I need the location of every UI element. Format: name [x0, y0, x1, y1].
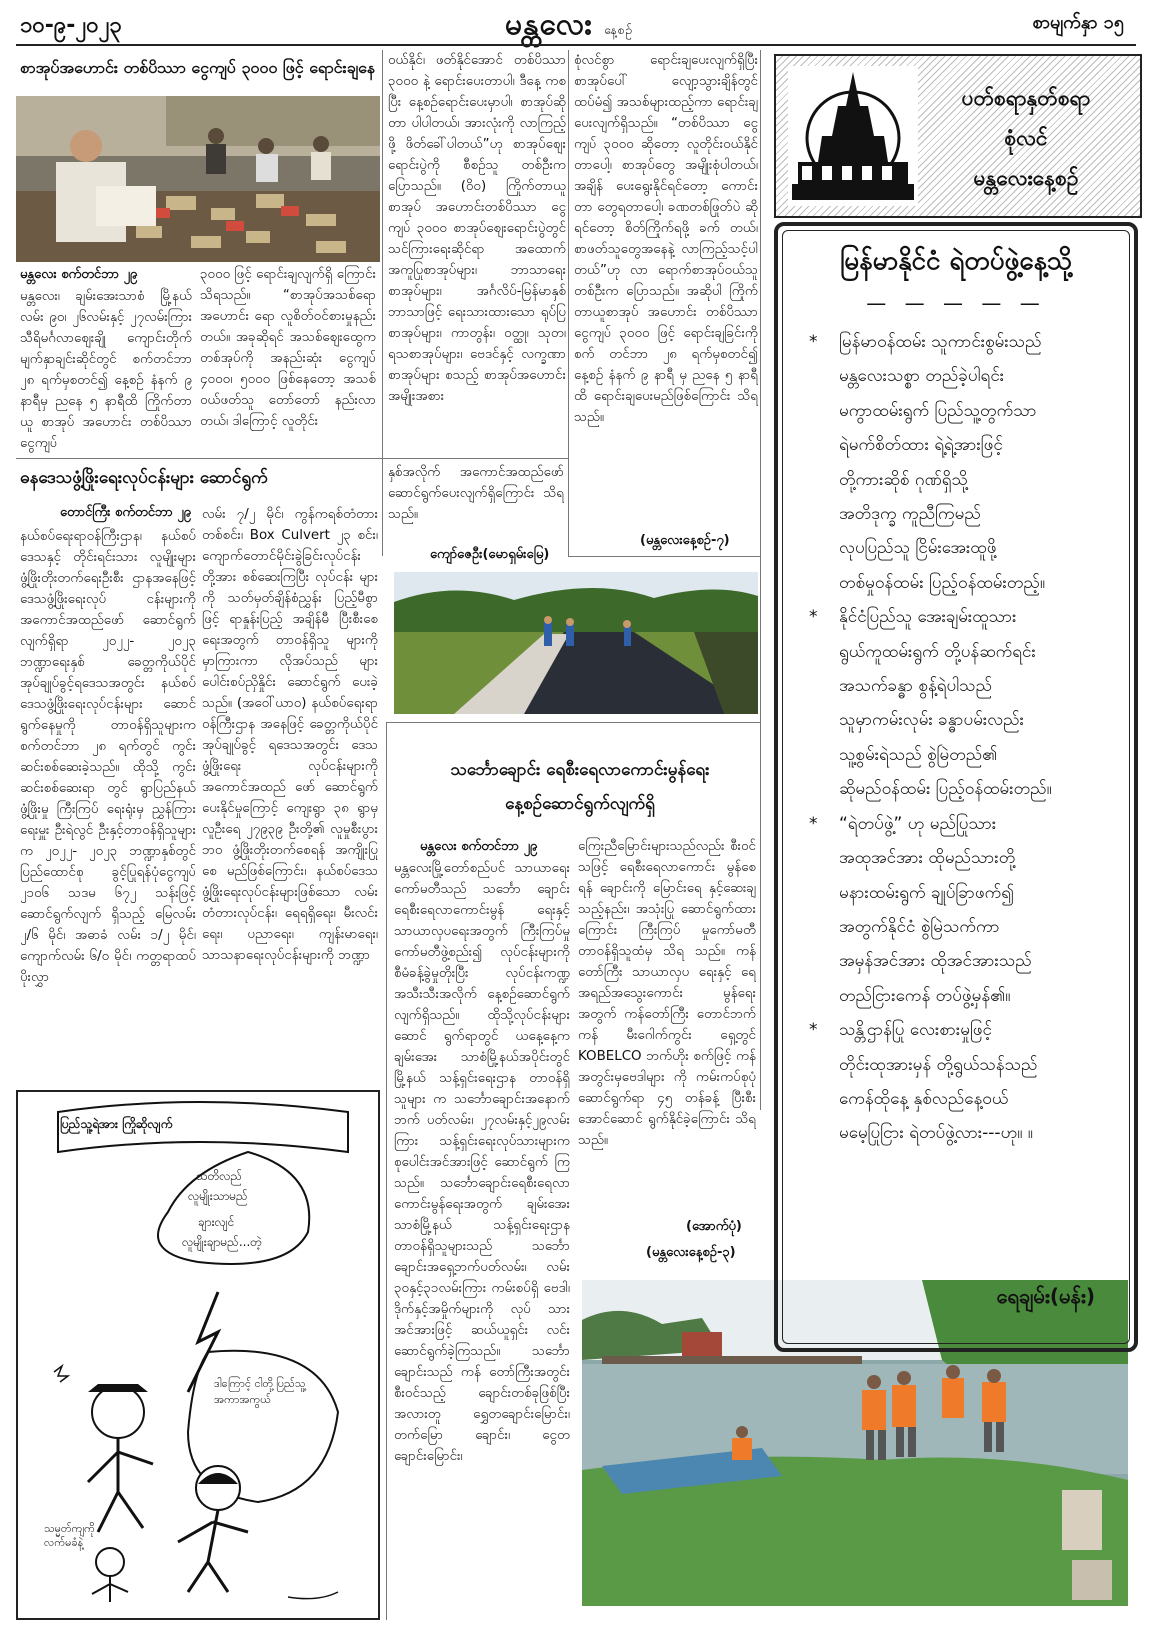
page-number: စာမျက်နှာ ၁၅: [1032, 12, 1124, 33]
poem-line: [809, 428, 1111, 462]
poem-line: [809, 703, 1111, 737]
poem-line: [809, 1013, 1111, 1047]
road-construction-photo: [394, 572, 758, 714]
poem-bullet: *: [809, 332, 818, 352]
cartoon-caption: ပြည်သူ့ရဲအား ကြိုဆိုလျက်: [60, 1117, 173, 1131]
header-rule: [16, 44, 1136, 46]
poem-line: [809, 807, 1111, 841]
poem-line: [809, 325, 1111, 359]
article2-byline: တောင်ကြီး စက်တင်ဘာ ၂၉: [60, 505, 191, 520]
poem-line-text: နိုင်ငံပြည်သူ အေးချမ်းထူသား: [839, 607, 1017, 628]
divider: [568, 556, 760, 557]
article3-byline: မန္တလေး စက်တင်ဘာ ၂၉: [420, 839, 538, 854]
poem-line: [809, 979, 1111, 1013]
poem-line-text: တစ်မှုဝန်ထမ်း ပြည့်ဝန်ထမ်းတည့်။: [839, 572, 1045, 593]
poem-bullet: *: [809, 813, 818, 834]
poem-line-text: မန္တလေးသစ္စာ တည်ခဲ့ပါရင်း: [839, 366, 1005, 387]
poem-line: [809, 1116, 1111, 1150]
poem-line: [809, 1082, 1111, 1116]
poem-line-text: အထုအင်အား ထိုမည်သားတို့: [839, 848, 1016, 869]
cartoon-bubble-2: လူမျိုးသာမည်: [188, 1189, 248, 1203]
cartoon-tag: သမ္မတ်ကျကို လက်မခံနဲ့: [44, 1522, 95, 1549]
poem-body: [809, 325, 1111, 1151]
article2-headline: ဓနဒေသဖွံ့ဖြိုးရေးလုပ်ငန်းများ ဆောင်ရွက်: [20, 468, 268, 488]
newspaper-logo: [505, 4, 633, 49]
poem-line: [809, 1048, 1111, 1082]
poem-line: [809, 600, 1111, 634]
poem-line-text: အမှန်အင်အား ထိုအင်အားသည်: [839, 951, 1032, 972]
poem-line-text: တို့ကားဆိုစ် ဂုဏ်ရှိသို့: [839, 469, 968, 490]
divider: [386, 722, 387, 1620]
poem-line-text: “ရဲတပ်ဖွဲ့” ဟု မည်ပြုသား: [839, 813, 997, 834]
poem-line: [809, 566, 1111, 600]
poem-line: [809, 772, 1111, 806]
article3-credit2: (မန္တလေးနေ့စဉ်-၃): [646, 1245, 736, 1260]
divider: [382, 50, 383, 556]
poem-bullet: *: [809, 607, 818, 628]
poem-bullet: *: [809, 1020, 818, 1041]
poem-line: [809, 669, 1111, 703]
poem-line-text: အတွက်နိုင်ငံ စွဲမြဲသက်ကာ: [839, 916, 1000, 937]
cartoon-panel: [16, 1090, 380, 1620]
article3-headline-line1: သင်္ဘောချောင်း ရေစီးရေလာကောင်းမွန်ရေး: [450, 760, 710, 780]
promo-text: [926, 78, 1126, 198]
cartoon-speech: ဒါကြောင့် ငါတို့ပြည်သူ့အကာအကွယ်: [214, 1377, 306, 1406]
promo-line3: မန္တလေးနေ့စဉ်: [973, 166, 1079, 190]
article2-col2: လမ်း ၇/၂ မိုင်၊ ကွန်ကရစ်တံတား တစ်စင်း၊ Box Culvert ၂၃ စင်း၊ ကျောက်တောင်မိုင်းခွဲခြင်းလုပ်ငန်း တို့အား စစ်ဆေးကြပြီး လုပ်ငန်း များကို သတ်မှတ်ချိန်စံညွှန်း ပြည့်မီစွာဖြင့် ရာနှုန်းပြည့် အချိန်မီ ပြီးစီးစေရေးအတွက် တာဝန်ရှိသူ များကို မှာကြားကာ လိုအပ်သည် များ ပေါင်းစပ်ညှိနှိုင်း ဆောင်ရွက် ပေးခဲ့သည်။ (အဝေါ်ယာဝ) နယ်စပ်ရေးရာဝန်ကြီးဌာန အနေဖြင့် ခေတ္တကိုယ်ပိုင်အုပ်ချုပ်ခွင့် ရဒေသအတွင်း ဒေသဖွံ့ဖြိုးရေး လုပ်ငန်းများကို အကောင်အထည် ဖော် ဆောင်ရွက်ပေးနိုင်မှုကြောင့် ကျေးရွာ ၃၈ ရွာမှ လူဦးရေ ၂၇၉၃၉ ဦးတို့၏ လူမှုစီးပွားဘဝ ဖွံ့ဖြိုးတိုးတက်စေရန် အကျိုးပြုစေ မည်ဖြစ်ကြောင်း၊ နယ်စပ်ဒေသ ဖွံ့ဖြိုးရေးလုပ်ငန်းများဖြစ်သော လမ်းတံတားလုပ်ငန်း၊ ရေရရှိရေး၊ မီးလင်းရေး၊ ပညာရေး၊ ကျန်းမာရေး၊ သာသနာရေးလုပ်ငန်းများကို ဘဏ္ဍာ: [202, 507, 378, 963]
poem-line: [809, 876, 1111, 910]
divider: [760, 50, 761, 1110]
article1-byline: မန္တလေး စက်တင်ဘာ ၂၉: [20, 267, 138, 282]
poem-inner-frame: [782, 230, 1130, 1344]
divider: [568, 50, 569, 556]
poem-line-text: သူ့စွမ်းရဲသည် စွဲမြဲတည်၏: [839, 744, 998, 765]
promo-logo-box: [774, 54, 1142, 218]
article3-col1: မန္တလေးမြို့တော်စည်ပင် သာယာရေးကော်မတီသည် သင်္ဘော ချောင်း ရေစီးရေလာကောင်းမွန် ရေးနှင့် သာယာလှပရေးအတွက် ကြီးကြပ်မှုကော်မတီဖွဲ့စည်း၍ လုပ်ငန်းများကို စီမံခန့်ခွဲမှုတိုးပြီး လုပ်ငန်းကဏ္ဍအသီးသီးအလိုက် နေ့စဉ်ဆောင်ရွက်လျက်ရှိသည်။ ထိုသို့လုပ်ငန်းများ ဆောင် ရွက်ရာတွင် ယနေ့နေ့က ချမ်းအေး သာစံမြို့နယ်အပိုင်းတွင် မြို့နယ် သန့်ရှင်းရေးဌာန တာဝန်ရှိသူများ က သင်္ဘောချောင်းအနောက်ဘက် ပတ်လမ်း၊ ၂၇လမ်းနှင့်၂၉လမ်း ကြား သန့်ရှင်းရေးလုပ်သားများက စုပေါင်းအင်အားဖြင့် ဆောင်ရွက် ကြသည်။ သင်္ဘောချောင်းရေစီးရေလာ ကောင်းမွန်ရေးအတွက် ချမ်းအေး သာစံမြို့နယ် သန့်ရှင်းရေးဌာန တာဝန်ရှိသူများသည် သင်္ဘော ချောင်းအရှေ့ဘက်ပတ်လမ်း၊ လမ်း ၃၀နှင့်၃၁လမ်းကြား ကမ်းစပ်ရှိ ဗေဒါ၊ ဒိုက်နှင့်အမှိုက်များကို လုပ် သားအင်အားဖြင့် ဆယ်ယူရှင်း လင်းဆောင်ရွက်ခဲ့ကြသည်။ သင်္ဘောချောင်းသည် ကန် တော်ကြီးအတွင်း စီးဝင်သည့် ချောင်းတစ်ခုဖြစ်ပြီး အလားတူ ရွှေတချောင်းမြောင်း၊ တက်မြော ချောင်း၊ ငွေတချောင်းမြောင်း၊: [394, 861, 570, 1464]
pagoda-logo-icon: [788, 66, 918, 206]
poem-divider: — — — — —: [866, 291, 1046, 315]
poem-line-text: ကေန်ထိုနေ့ နှစ်လည်နေ့ဝယ်: [839, 1088, 1009, 1109]
poem-line-text: အသက်ခန္ဓာ စွန့်ရဲပါသည်: [839, 676, 993, 697]
book-sale-photo-art: [16, 96, 380, 262]
poem-line-text: လုပပြည်သူ ငြိမ်းအေးထူဖို့: [839, 538, 997, 559]
article1-col3: ဝယ်နိုင်၊ ဖတ်နိုင်အောင် တစ်ပိဿာ ၃၀၀၀ နဲ့ ရောင်းပေးတာပါ၊ ဒီနေ့ ကစပြီး နေ့စဉ်ရောင်းပေးမှာပါ၊ စာအုပ်ဆိုတာ ပါပါတယ်၊ အားလုံးကို လာကြည့်ဖို့ ဖိတ်ခေါ်ပါတယ်”ဟု စာအုပ်စျေးရောင်းပွဲကို စီစဉ်သူ တစ်ဦးက ပြောသည်။ (ဝိဝ) ကြိုက်တာယူ စာအုပ် အဟောင်းတစ်ပိဿာ ငွေကျပ် ၃၀၀၀ စာအုပ်စျေးရောင်းပွဲတွင် သင်ကြားရေးဆိုင်ရာ အထောက် အကူပြုစာအုပ်များ၊ ဘာသာရေး စာအုပ်များ၊ အင်္ဂလိပ်-မြန်မာနှစ် ဘာသာဖြင့် ရေးသားထားသော ရုပ်ပြစာအုပ်များ၊ ကာတွန်း၊ ဝတ္ထု၊ သုတ၊ ရသစာအုပ်များ၊ ဗေဒင်နှင့် လက္ခဏာစာအုပ်များ စသည့် စာအုပ်အဟောင်းအမျိုးအစား: [388, 53, 566, 404]
cartoon-bubble-1: သတိလည်: [196, 1169, 243, 1183]
divider: [16, 458, 568, 459]
book-sale-photo: [16, 96, 380, 262]
poem-line-text: မမေ့ပြုငြား ရဲတပ်ဖွဲ့လား---ဟု။ ။: [839, 1123, 1033, 1144]
poem-line-text: ရွယ်ကူထမ်းရွက် တို့ပန်ဆက်ရင်း: [839, 641, 1036, 662]
poem-line-text: သန္တိဌာန်ပြု လေးစားမှုဖြင့်: [839, 1020, 992, 1041]
divider: [386, 722, 760, 723]
newspaper-sub: နေ့စဉ်: [604, 23, 634, 37]
poem-line: [809, 738, 1111, 772]
article1-col1: မန္တလေး၊ ချမ်းအေးသာစံ မြို့နယ် လမ်း ၉၀၊ ၂၆လမ်းနှင့် ၂၇လမ်းကြား သီရိမင်္ဂလာစျေးချို ကျောင်းတိုက် မျက်နှာချင်းဆိုင်တွင် စက်တင်ဘာ ၂၈ ရက်မှစတင်၍ နေ့စဉ် နံနက် ၉ နာရီမှ ညနေ ၅ နာရီထိ ကြိုက်တာယူ စာအုပ် အဟောင်း တစ်ပိဿာ ငွေကျပ်: [20, 289, 192, 451]
article3-credit1: (အောက်ပုံ): [686, 1219, 742, 1234]
poem-line: [809, 841, 1111, 875]
article3-col2: ကြေးညီမြောင်းများသည်လည်း စီးဝင်သဖြင့် ရေစီးရေလာကောင်း မွန်စေရန် ချောင်းကို မြောင်းရေ နှင့်ဆေးချသည့်နည်း၊ အသုံးပြု ဆောင်ရွက်ထားကြောင်း ကြီးကြပ် မှုကော်မတီ တာဝန်ရှိသူထံမှ သိရ သည်။ ကန်တော်ကြီး သာယာလှပ ရေးနှင့် ရေအရည်အသွေးကောင်း မွန်ရေးအတွက် ကန်တော်ကြီး တောင်ဘက်ကန် မီးဂေါက်ကွင်း ရှေ့တွင် KOBELCO ဘက်ဟိုး စက်ဖြင့် ကန်အတွင်းမှဗေဒါများ ကို ကမ်းကပ်စုပုံဆောင်ရွက်ရာ ၄၅ တန်ခန့် ပြီးစီးအောင်ဆောင် ရွက်နိုင်ခဲ့ကြောင်း သိရသည်။: [578, 839, 756, 1148]
poem-line-text: ဆိုမည်ဝန်ထမ်း ပြည့်ဝန်ထမ်းတည်။: [839, 779, 1052, 800]
poem-line-text: သူမှာကမ်းလုမ်း ခန္ဓာပမ်းလည်း: [839, 710, 1024, 731]
article3-headline-line2: နေ့စဉ်ဆောင်ရွက်လျက်ရှိ: [505, 794, 655, 814]
road-photo-art: [394, 572, 758, 714]
promo-line2: စုံလင်: [1004, 126, 1048, 150]
poem-line-text: မြန်မာဝန်ထမ်း သူကာင်းစွမ်းသည်: [839, 332, 1042, 352]
poem-line-text: အတိဒုက္ခ ကူညီကြမည်: [839, 504, 981, 525]
promo-line1: ပတ်စရာနှတ်စရာ: [961, 86, 1091, 110]
poem-line-text: ရဲမက်စိတ်ထား ရဲ့ရဲ့အားဖြင့်: [839, 435, 1003, 456]
poem-box: [774, 222, 1138, 1352]
poem-line-text: မနားထမ်းရွက် ချုပ်ခြာဖက်၍: [839, 882, 1014, 903]
poem-line-text: တည်ငြားကေန် တပ်ဖွဲ့မှန်၏။: [839, 985, 1011, 1006]
poem-title: မြန်မာနိုင်ငံ ရဲတပ်ဖွဲ့နေ့သို့: [839, 246, 1073, 276]
article2-col3: နှစ်အလိုက် အကောင်အထည်ဖော် ဆောင်ရွက်ပေးလျက်ရှိကြောင်း သိရသည်။: [388, 465, 564, 522]
cartoon-bubble-3: ချားလျင်: [198, 1215, 235, 1229]
poem-line: [809, 531, 1111, 565]
poem-line: [809, 463, 1111, 497]
poem-line-text: တိုင်းထုအားမှန် တို့ရွယ်သန်သည်: [839, 1054, 1038, 1075]
article2-col1: နယ်စပ်ရေးရာဝန်ကြီးဌာန၊ နယ်စပ်ဒေသနှင့် တိုင်းရင်းသား လူမျိုးများ ဖွံ့ဖြိုးတိုးတက်ရေးဦးစီး ဌာနအနေဖြင့် ဒေသဖွံ့ဖြိုးရေးလုပ် ငန်းများကို အကောင်အထည်ဖော် ဆောင်ရွက်လျက်ရှိရာ ၂၀၂၂- ၂၀၂၃ ဘဏ္ဍာရေးနှစ် ခေတ္တကိုယ်ပိုင် အုပ်ချုပ်ခွင့်ရဒေသအတွင်း နယ်စပ် ဒေသဖွံ့ဖြိုးရေးလုပ်ငန်းများ ဆောင် ရွက်နေမှုကို တာဝန်ရှိသူများက စက်တင်ဘာ ၂၈ ရက်တွင် ကွင်း ဆင်းစစ်ဆေးခဲ့သည်။ ထိုသို့ ကွင်းဆင်းစစ်ဆေးရာ တွင် ရွာပြည်နယ်ဖွံ့ဖြိုးမှု ကြီးကြပ် ရေးရုံးမှ ညွှန်ကြားရေးမှူး ဦးရဲလွင် ဦးနှင့်တာဝန်ရှိသူများက ၂၀၂၂- ၂၀၂၃ ဘဏ္ဍာနှစ်တွင် ပြည်ထောင်စု ခွင့်ပြုရန်ပုံငွေကျပ် ၂၁၀၆ သဒမ ၆၇၂ သန်းဖြင့် ဆောင်ရွက်လျက် ရှိသည့် မြေလမ်း ၂/၆ မိုင်၊ အဓာခံ လမ်း ၁/၂ မိုင်၊ ကျောက်လမ်း ၆/၀ မိုင်၊ ကတ္တရာထပ်ပိုးလွှာ: [20, 529, 196, 985]
poem-line: [809, 910, 1111, 944]
poem-line: [809, 944, 1111, 978]
article1-col4: စုံလင်စွာ ရောင်းချပေးလျက်ရှိပြီး စာအုပ်ပေါ် လျော့သွားချိန်တွင် ထပ်မံ၍ အသစ်များထည့်ကာ ရောင်းချပေးလျက်ရှိသည်။ “တစ်ပိဿာ ငွေကျပ် ၃၀၀၀ ဆိုတော့ လူတိုင်းဝယ်နိုင်တာပေါ့၊ စာအုပ်တွေ အမျိုးစုံပါတယ်၊ အချိန် ပေးရွေးနိုင်ရင်တော့ ကောင်းတာ တွေရတာပေါ့၊ ခဏတစ်ဖြုတ်ပဲ ဆိုရင်တော့ စိတ်ကြိုက်ရဖို့ ခက် တယ်၊ စာဖတ်သူတွေအနေနဲ့ လာကြည့်သင့်ပါတယ်”ဟု လာ ရောက်စာအုပ်ဝယ်သူတစ်ဦးက ပြောသည်။ အဆိုပါ ကြိုက်တာယူစာအုပ် အဟောင်း တစ်ပိဿာငွေကျပ် ၃၀၀၀ ဖြင့် ရောင်းချခြင်းကို စက် တင်ဘာ ၂၈ ရက်မှစတင်၍ နေ့စဉ် နံနက် ၉ နာရီ မှ ညနေ ၅ နာရီထိ ရောင်းချပေးမည်ဖြစ်ကြောင်း သိရ သည်။: [574, 53, 758, 425]
poem-line: [809, 635, 1111, 669]
article1-credit: (မန္တလေးနေ့စဉ်-၇): [640, 533, 730, 548]
issue-date: ၁၀-၉-၂၀၂၃: [20, 13, 122, 38]
poem-line-text: မကွာထမ်းရွက် ပြည်သူ့တွက်သာ: [839, 400, 1037, 421]
poem-author: ရေချမ်း(မန်း): [996, 1284, 1095, 1308]
article1-col2: ၃၀၀၀ ဖြင့် ရောင်းချလျက်ရှိ ကြောင်း သိရသည်။ “စာအုပ်အသစ်ရော အဟောင်း ရော လူစိတ်ဝင်စားမှုနည်းတယ်။ အခုဆိုရင် အသစ်စျေးထွေက တစ်အုပ်ကို အနည်းဆုံး ငွေကျပ် ၄၀၀၀၊ ၅၀၀၀ ဖြစ်နေတော့ အသစ်ဝယ်ဖတ်သူ တော်တော် နည်းလာတယ်၊ ဒါကြောင့် လူတိုင်း: [200, 267, 376, 429]
article1-headline: စာအုပ်အဟောင်း တစ်ပိဿာ ငွေကျပ် ၃၀၀၀ ဖြင့် ရောင်းချနေ: [20, 58, 376, 77]
poem-line: [809, 394, 1111, 428]
poem-line: [809, 359, 1111, 393]
poem-line: [809, 497, 1111, 531]
article2-credit: ကျော်ဇေဦး(မောရှမ်းမြေ): [430, 547, 550, 562]
newspaper-name: မန္တလေး: [505, 7, 593, 42]
cartoon-bubble-4: လူမျိုးချာမည်...တဲ့: [182, 1235, 262, 1249]
